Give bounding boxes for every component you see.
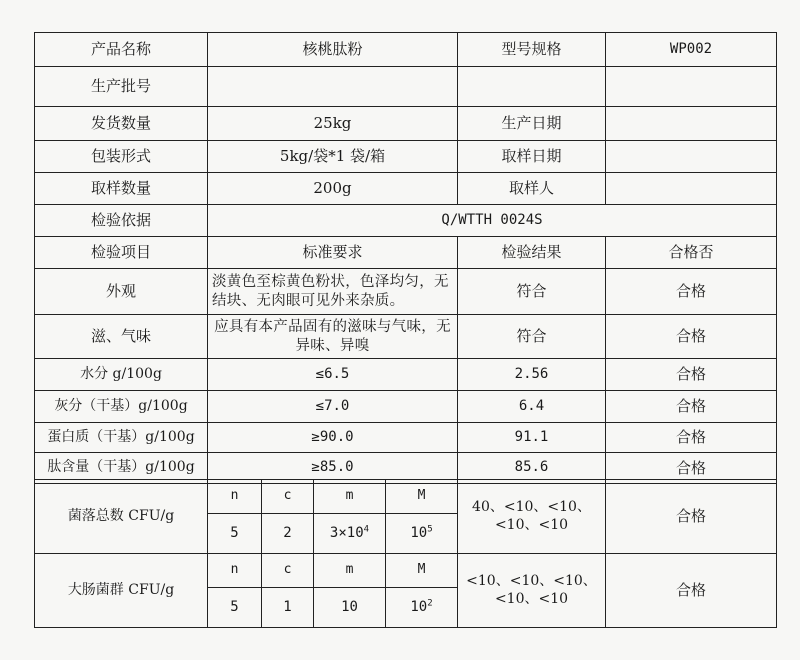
micro-val-c: 1 bbox=[262, 588, 314, 628]
table-row bbox=[35, 391, 777, 423]
table-row bbox=[35, 269, 777, 315]
result-item: 滋、气味 bbox=[35, 315, 208, 359]
micro-head-c: c bbox=[262, 554, 314, 588]
micro-val-n: 5 bbox=[208, 588, 262, 628]
micro-head-m: m bbox=[314, 554, 386, 588]
result-value: 6.4 bbox=[458, 391, 606, 423]
micro-result: <10、<10、<10、<10、<10 bbox=[458, 554, 606, 628]
sampler-value bbox=[606, 173, 777, 205]
result-item: 灰分（干基）g/100g bbox=[35, 391, 208, 423]
packaging-value: 5kg/袋*1 袋/箱 bbox=[208, 141, 458, 173]
results-header-row bbox=[35, 237, 777, 269]
batch-blank-2 bbox=[606, 67, 777, 107]
table-row bbox=[35, 480, 777, 514]
result-standard: ≥90.0 bbox=[208, 423, 458, 453]
result-value: 2.56 bbox=[458, 359, 606, 391]
production-date-value bbox=[606, 107, 777, 141]
row-packaging bbox=[35, 141, 777, 173]
basis-value: Q/WTTH 0024S bbox=[208, 205, 777, 237]
result-standard: ≤7.0 bbox=[208, 391, 458, 423]
micro-val-M-exp: 5 bbox=[427, 524, 433, 535]
row-sample-qty bbox=[35, 173, 777, 205]
micro-val-m-exp: 4 bbox=[363, 524, 370, 535]
sampling-date-label: 取样日期 bbox=[458, 141, 606, 173]
micro-pass: 合格 bbox=[606, 554, 777, 628]
shipment-value: 25kg bbox=[208, 107, 458, 141]
header-result: 检验结果 bbox=[458, 237, 606, 269]
table-row bbox=[35, 554, 777, 588]
header-pass: 合格否 bbox=[606, 237, 777, 269]
sample-qty-value: 200g bbox=[208, 173, 458, 205]
shipment-label: 发货数量 bbox=[35, 107, 208, 141]
packaging-label: 包装形式 bbox=[35, 141, 208, 173]
batch-label: 生产批号 bbox=[35, 67, 208, 107]
result-pass: 合格 bbox=[606, 269, 777, 315]
model-label: 型号规格 bbox=[458, 33, 606, 67]
row-basis bbox=[35, 205, 777, 237]
table-row bbox=[35, 423, 777, 453]
result-value: 符合 bbox=[458, 269, 606, 315]
micro-head-n: n bbox=[208, 554, 262, 588]
result-pass: 合格 bbox=[606, 359, 777, 391]
micro-val-m bbox=[314, 514, 386, 554]
microbiology-table bbox=[34, 479, 777, 628]
result-standard: ≥85.0 bbox=[208, 453, 458, 484]
table-row bbox=[35, 315, 777, 359]
result-standard: ≤6.5 bbox=[208, 359, 458, 391]
result-pass: 合格 bbox=[606, 315, 777, 359]
micro-head-M: M bbox=[386, 480, 458, 514]
micro-val-c: 2 bbox=[262, 514, 314, 554]
basis-label: 检验依据 bbox=[35, 205, 208, 237]
result-item: 肽含量（干基）g/100g bbox=[35, 453, 208, 484]
micro-item: 菌落总数 CFU/g bbox=[35, 480, 208, 554]
micro-val-M-base: 10 bbox=[410, 598, 428, 615]
result-standard: 应具有本产品固有的滋味与气味，无异味、异嗅 bbox=[208, 315, 458, 359]
inspection-table bbox=[34, 32, 777, 484]
product-name-value: 核桃肽粉 bbox=[208, 33, 458, 67]
table-row bbox=[35, 359, 777, 391]
micro-val-m-base: 10 bbox=[341, 598, 358, 615]
sampler-label: 取样人 bbox=[458, 173, 606, 205]
model-value: WP002 bbox=[606, 33, 777, 67]
micro-head-m: m bbox=[314, 480, 386, 514]
row-product-name bbox=[35, 33, 777, 67]
micro-val-m bbox=[314, 588, 386, 628]
result-item: 水分 g/100g bbox=[35, 359, 208, 391]
result-pass: 合格 bbox=[606, 423, 777, 453]
sample-qty-label: 取样数量 bbox=[35, 173, 208, 205]
micro-val-n: 5 bbox=[208, 514, 262, 554]
micro-item: 大肠菌群 CFU/g bbox=[35, 554, 208, 628]
result-pass: 合格 bbox=[606, 453, 777, 484]
micro-result: 40、<10、<10、<10、<10 bbox=[458, 480, 606, 554]
production-date-label: 生产日期 bbox=[458, 107, 606, 141]
micro-pass: 合格 bbox=[606, 480, 777, 554]
result-standard: 淡黄色至棕黄色粉状，色泽均匀，无结块、无肉眼可见外来杂质。 bbox=[208, 269, 458, 315]
header-item: 检验项目 bbox=[35, 237, 208, 269]
batch-value bbox=[208, 67, 458, 107]
row-batch bbox=[35, 67, 777, 107]
sampling-date-value bbox=[606, 141, 777, 173]
micro-head-c: c bbox=[262, 480, 314, 514]
header-standard: 标准要求 bbox=[208, 237, 458, 269]
micro-head-M: M bbox=[386, 554, 458, 588]
result-pass: 合格 bbox=[606, 391, 777, 423]
result-value: 符合 bbox=[458, 315, 606, 359]
micro-head-n: n bbox=[208, 480, 262, 514]
result-value: 91.1 bbox=[458, 423, 606, 453]
micro-val-m-base: 3×10 bbox=[329, 524, 364, 541]
micro-val-M bbox=[386, 514, 458, 554]
result-value: 85.6 bbox=[458, 453, 606, 484]
micro-val-M-base: 10 bbox=[410, 524, 428, 541]
micro-val-M bbox=[386, 588, 458, 628]
row-shipment bbox=[35, 107, 777, 141]
result-item: 蛋白质（干基）g/100g bbox=[35, 423, 208, 453]
product-name-label: 产品名称 bbox=[35, 33, 208, 67]
micro-val-M-exp: 2 bbox=[427, 598, 433, 609]
result-item: 外观 bbox=[35, 269, 208, 315]
batch-blank bbox=[458, 67, 606, 107]
